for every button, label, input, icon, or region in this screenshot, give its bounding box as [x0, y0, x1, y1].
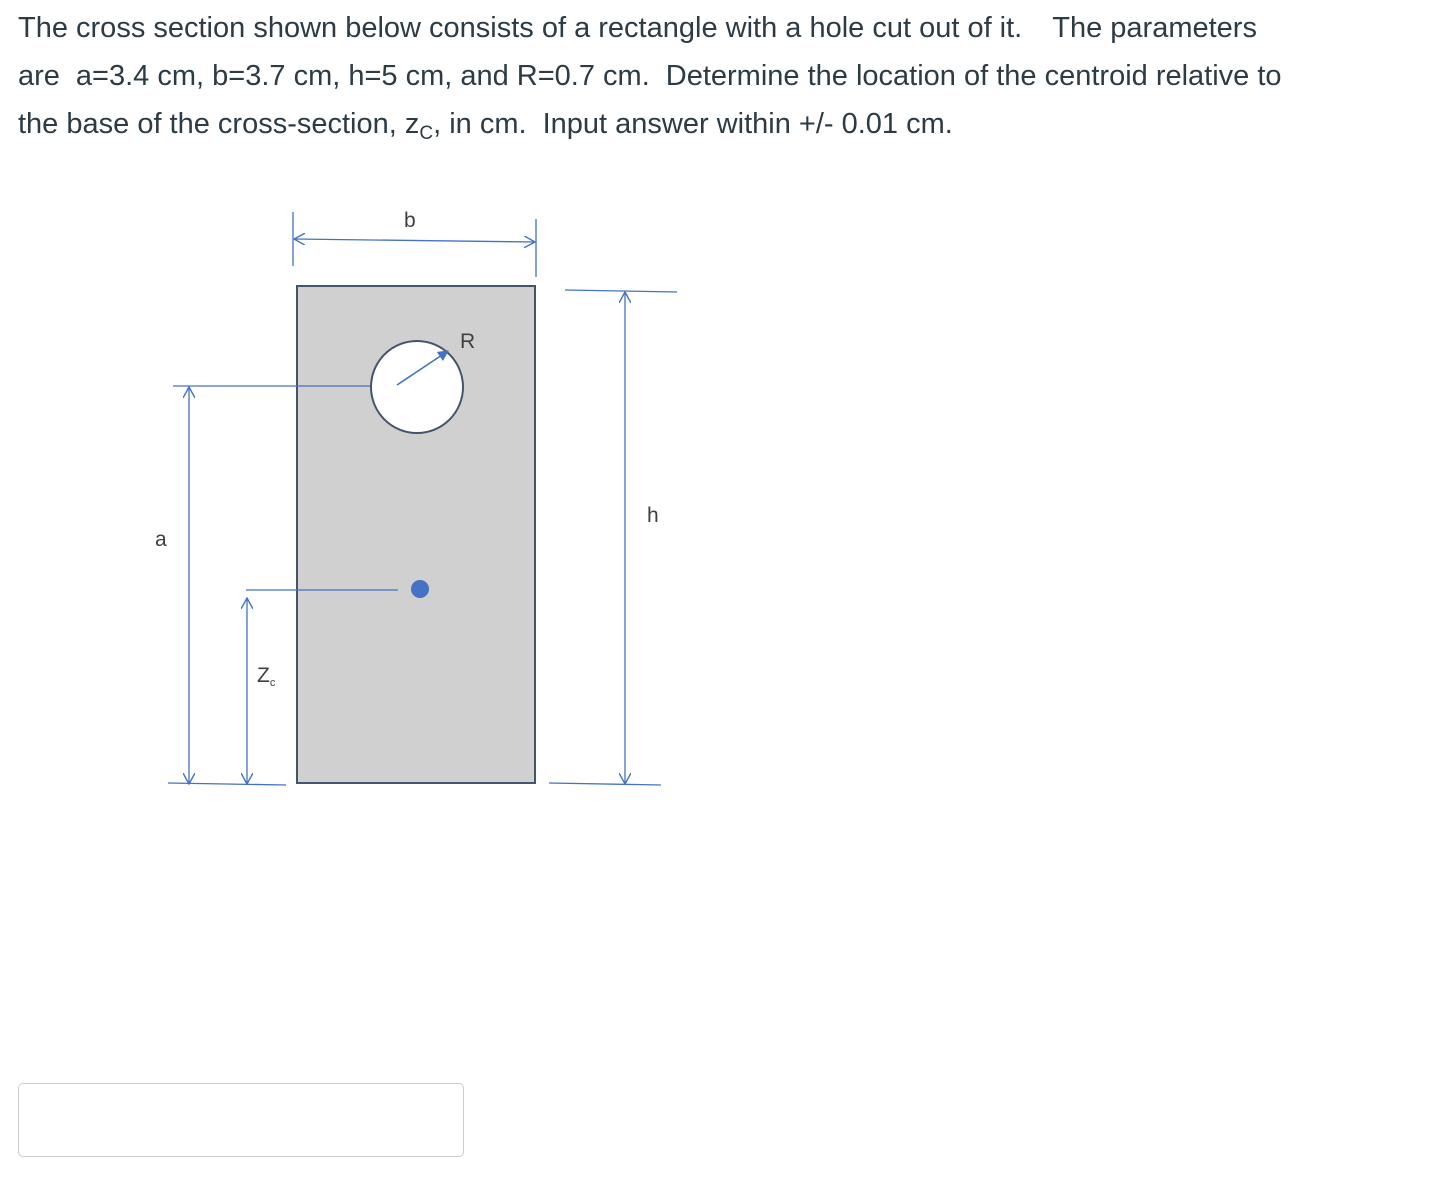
a-extension-bottom: [168, 783, 286, 785]
label-zc-sub: c: [269, 677, 276, 689]
h-extension-bottom: [549, 783, 661, 785]
label-h: h: [647, 504, 659, 527]
label-R: R: [460, 330, 476, 353]
question-line-2-head: are: [18, 60, 60, 92]
question-line-3-head: the base of the cross-section, z: [18, 108, 420, 140]
label-zc: [257, 664, 276, 689]
question-line-2-tail: Determine the location of the centroid relative to: [665, 60, 1282, 92]
label-zc-main: Z: [257, 664, 270, 687]
question-tolerance: Input answer within +/- 0.01 cm.: [542, 108, 953, 140]
h-extension-top: [565, 290, 677, 292]
label-a: a: [155, 528, 167, 551]
question-line-1-tail: The parameters: [1052, 12, 1257, 44]
zc-subscript: C: [419, 123, 434, 144]
centroid-dot: [411, 580, 429, 598]
label-b: b: [404, 209, 416, 232]
question-parameters: a=3.4 cm, b=3.7 cm, h=5 cm, and R=0.7 cm.: [75, 60, 650, 92]
hole-circle: [371, 341, 463, 433]
answer-input[interactable]: [18, 1083, 464, 1157]
question-line-3-mid: , in cm.: [433, 108, 527, 140]
question-line-1-text: The cross section shown below consists of a rectangle with a hole cut out of it.: [18, 12, 1023, 44]
b-dimension-line: [294, 239, 535, 242]
